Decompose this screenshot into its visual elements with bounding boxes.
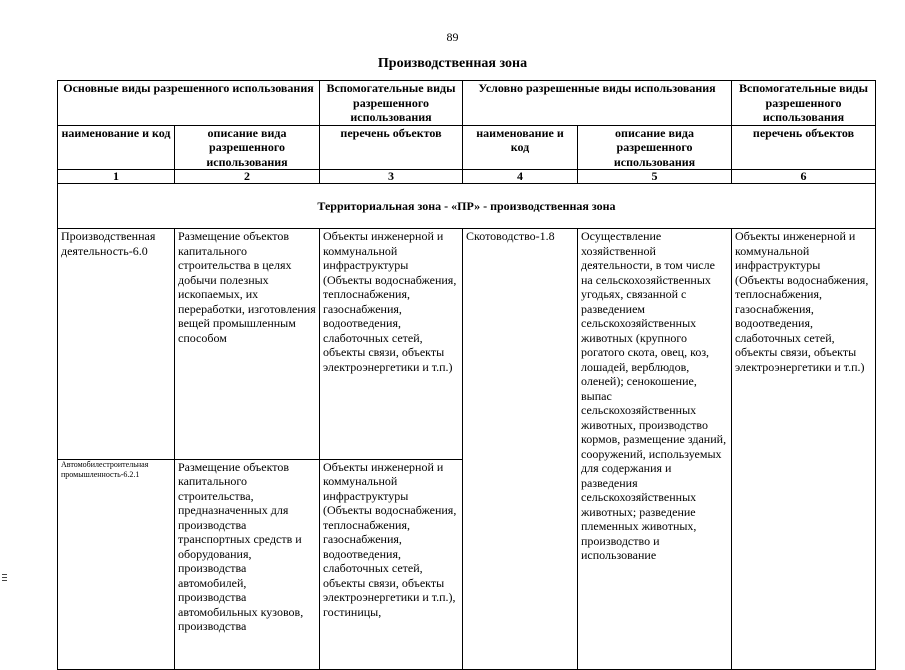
use-description-automotive [175,459,320,669]
cell-text: Объекты инженерной и коммунальной инфраструктуры (Объекты водоснабжения, теплоснабжения, газоснабжения, водоотведения, слаботочных сетей, объекты связи, объекты электроэнергетики и т.п.) [735,229,869,374]
column-number: 6 [732,170,876,184]
cell-text: Объекты инженерной и коммунальной инфраструктуры (Объекты водоснабжения, теплоснабжения, газоснабжения, водоотведения, слаботочных сетей, объекты связи, объекты электроэнергетики и т.п.) [323,229,457,374]
object-list-production [320,229,463,460]
column-number: 4 [463,170,578,184]
header-aux-uses-2: Вспомогательные виды разрешенного использования [732,81,876,126]
page-title: Производственная зона [377,56,528,71]
page-number: 89 [446,30,459,44]
table-row [58,229,876,460]
cell-text: Производственная деятельность-6.0 [61,229,156,258]
conditional-use-name [463,229,578,670]
header-object-list-1: перечень объектов [320,125,463,170]
header-name-code-1: наименование и код [58,125,175,170]
cell-text: Скотоводство-1.8 [466,229,555,243]
zoning-table [57,80,876,670]
object-list-automotive [320,459,463,669]
header-conditional-uses: Условно разрешенные виды использования [463,81,732,126]
zone-title-row [58,184,876,229]
column-number: 5 [578,170,732,184]
use-name-production [58,229,175,460]
header-object-list-2: перечень объектов [732,125,876,170]
column-number: 3 [320,170,463,184]
column-number: 1 [58,170,175,184]
zone-title: Территориальная зона - «ПР» - производственная зона [58,184,876,229]
cell-text: Размещение объектов капитального строительства в целях добычи полезных ископаемых, их переработки, изготовления вещей промышленным способом [178,229,316,345]
cell-text: Осуществление хозяйственной деятельности, в том числе на сельскохозяйственных угодьях, связанной с разведением сельскохозяйственных животных (крупного рогатого скота, овец, коз, лошадей, верблюдов, оленей); сенокошение, выпас сельскохозяйственных животных, производство кормов, размещение зданий, сооружений, используемых для содержания и разведения сельскохозяйственных животных; разведение племенных животных, производство и использование [581,229,727,562]
use-description-production [175,229,320,460]
use-name-automotive [58,459,175,669]
header-sub-row [58,125,876,170]
header-aux-uses-1: Вспомогательные виды разрешенного использования [320,81,463,126]
header-name-code-2: наименование и код [463,125,578,170]
header-description-2: описание вида разрешенного использования [578,125,732,170]
column-number: 2 [175,170,320,184]
cell-text: Объекты инженерной и коммунальной инфраструктуры (Объекты водоснабжения, теплоснабжения, газоснабжения, водоотведения, слаботочных сетей, объекты связи, объекты электроэнергетики и т.п.), гостиницы, [323,459,457,619]
margin-mark [2,574,7,583]
cell-text: Автомобилестроительная промышленность-6.2.1 [61,459,149,479]
header-description-1: описание вида разрешенного использования [175,125,320,170]
header-group-row [58,81,876,126]
header-main-uses: Основные виды разрешенного использования [58,81,320,126]
cell-text: Размещение объектов капитального строительства, предназначенных для производства транспортных средств и оборудования, производства автомобилей, производства автомобильных кузовов, производства [178,459,304,634]
conditional-use-description [578,229,732,670]
column-number-row [58,170,876,184]
conditional-object-list [732,229,876,670]
